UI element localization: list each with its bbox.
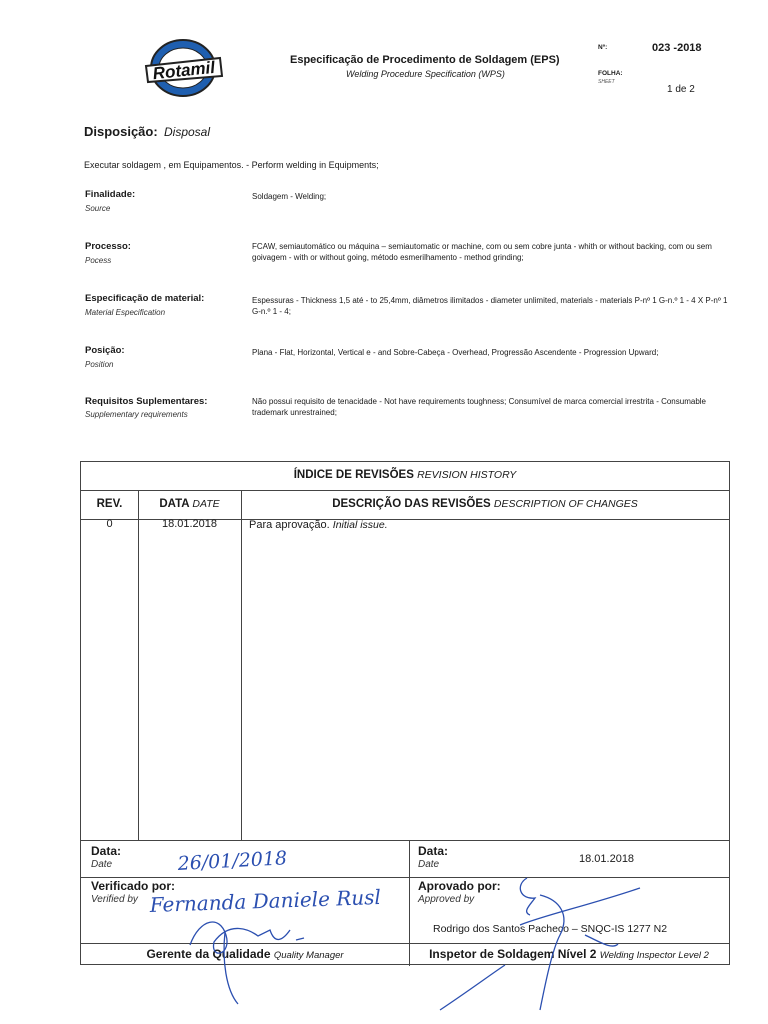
left-role-pt: Gerente da Qualidade (146, 947, 271, 961)
field-sub-position: Position (85, 360, 114, 369)
verifier-signature (190, 922, 304, 1004)
field-sub-process: Pocess (85, 256, 112, 265)
column-date-en: DATE (192, 498, 220, 510)
sheet-count: 1 de 2 (667, 84, 695, 95)
left-date-label: Data: (91, 844, 122, 858)
sheet-sublabel: SHEET (598, 79, 615, 85)
column-desc-pt: DESCRIÇÃO DAS REVISÕES (332, 498, 491, 510)
column-desc-en: DESCRIPTION OF CHANGES (493, 498, 638, 510)
field-sub-supplementary: Supplementary requirements (85, 410, 188, 419)
column-header-rev: REV. (96, 498, 123, 510)
approver-signature (440, 878, 640, 1010)
revision-number: 0 (106, 518, 113, 530)
approver-name: Rodrigo dos Santos Pacheco – SNQC-IS 1277 N2 (433, 923, 668, 935)
column-date-pt: DATA (159, 498, 190, 510)
logo-text: Rotamil (151, 57, 216, 84)
handwritten-verifier-name: Fernanda Daniele Rusl (149, 884, 382, 917)
disposal-text: Executar soldagem , em Equipamentos. - Perform welding in Equipments; (84, 160, 379, 170)
field-value-source: Soldagem - Welding; (252, 192, 327, 201)
field-label-supplementary: Requisitos Suplementares: (85, 396, 208, 407)
revision-title-en: REVISION HISTORY (417, 469, 517, 481)
field-label-source: Finalidade: (85, 189, 136, 200)
sheet-label: FOLHA: (598, 70, 623, 77)
revision-date: 18.01.2018 (161, 518, 218, 530)
approved-label: Aprovado por: (418, 879, 501, 893)
field-label-position: Posição: (85, 345, 125, 356)
right-role-en: Welding Inspector Level 2 (599, 950, 709, 961)
right-date-label: Data: (418, 844, 449, 858)
verified-label: Verificado por: (91, 879, 176, 893)
revision-desc-pt: Para aprovação. (249, 519, 330, 531)
approved-date: 18.01.2018 (579, 853, 635, 865)
field-sub-source: Source (85, 204, 111, 213)
left-role-en: Quality Manager (273, 950, 344, 961)
field-label-process: Processo: (85, 241, 131, 252)
document-number: 023 -2018 (652, 42, 702, 54)
field-sub-material: Material Especification (85, 308, 166, 317)
field-value-material: Espessuras - Thickness 1,5 até - to 25,4mm, diâmetros ilimitados - diameter unlimited, materials - materials P-nº 1 G-n.º 1 - 4 X P-nº 1 G-n.º 1 - 4; (252, 296, 728, 316)
disposal-label: Disposição: (84, 124, 158, 139)
document-subtitle: Welding Procedure Specification (WPS) (346, 69, 505, 79)
field-value-process: FCAW, semiautomático ou máquina – semiautomatic or machine, com ou sem cobre junta - whith or without backing, com ou sem goivagem - with or without going, método esmerilhamento - method grinding; (252, 242, 712, 262)
approved-sub: Approved by (418, 894, 475, 905)
disposal-label-en: Disposal (164, 125, 211, 139)
revision-title-pt: ÍNDICE DE REVISÕES (293, 469, 414, 481)
right-date-sub: Date (418, 859, 440, 870)
number-label: Nº: (598, 44, 608, 51)
revision-desc-en: Initial issue. (332, 519, 388, 531)
field-label-material: Especificação de material: (85, 293, 205, 304)
field-value-supplementary: Não possui requisito de tenacidade - Not have requirements toughness; Consumível de marca comercial irrestrita - Consumable trademark unrestrained; (252, 397, 706, 417)
right-role-pt: Inspetor de Soldagem Nível 2 (429, 947, 597, 961)
document-title: Especificação de Procedimento de Soldagem (EPS) (290, 54, 560, 66)
handwritten-date: 26/01/2018 (177, 847, 288, 875)
verified-sub: Verified by (91, 894, 138, 905)
field-value-position: Plana - Flat, Horizontal, Vertical e - and Sobre-Cabeça - Overhead, Progressão Ascendente - Progression Upward; (252, 348, 659, 357)
left-date-sub: Date (91, 859, 113, 870)
